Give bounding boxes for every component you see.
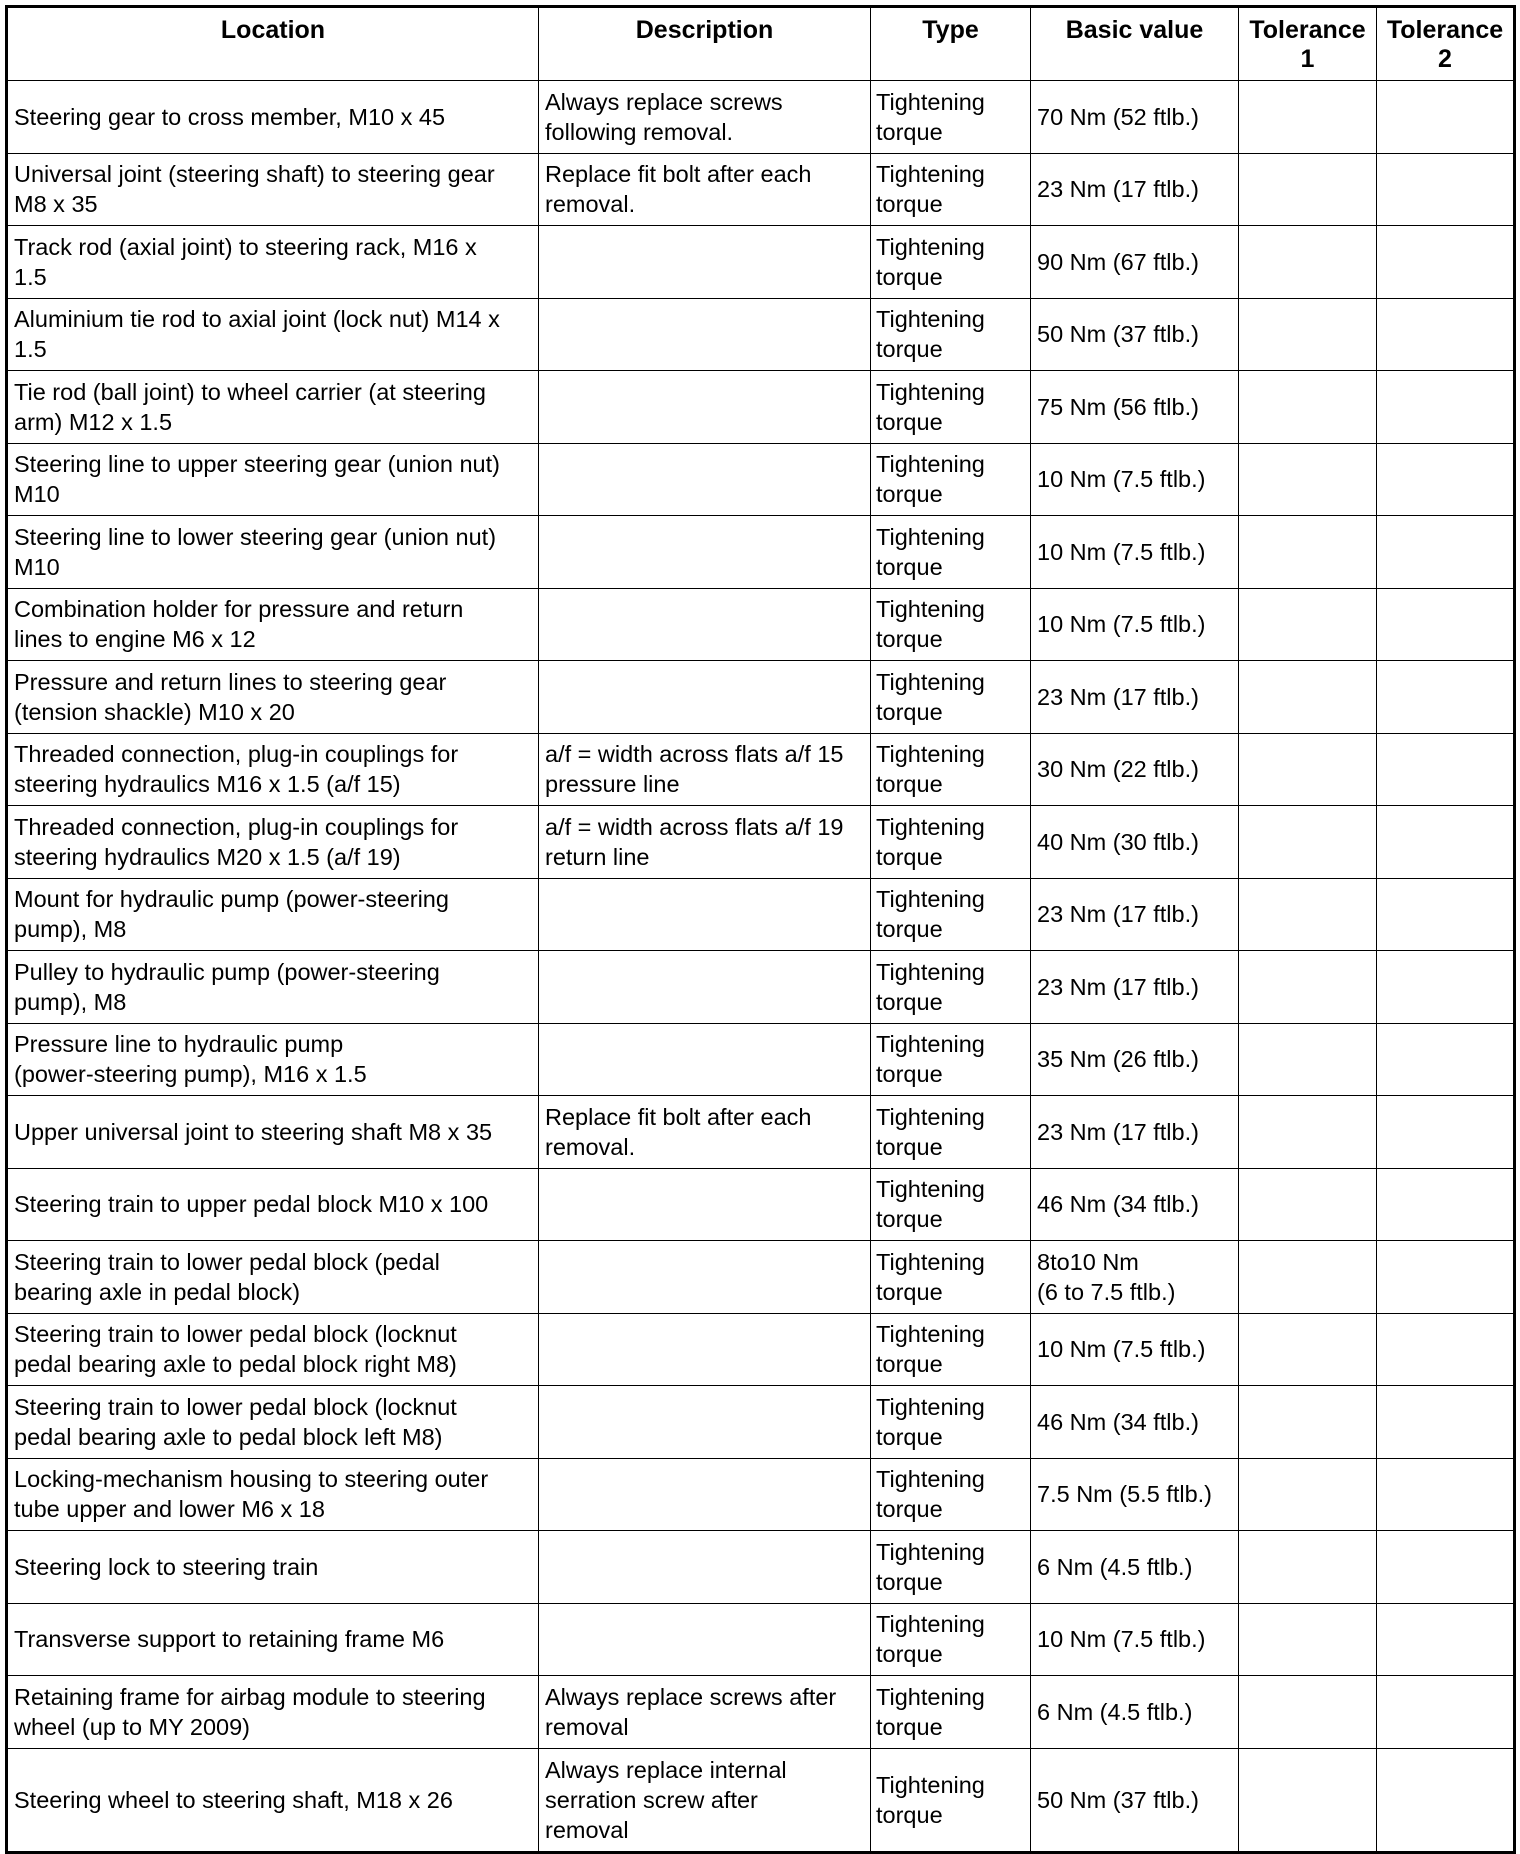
cell-tolerance-2 bbox=[1377, 1241, 1515, 1314]
cell-location: Steering train to lower pedal block (pedal bearing axle in pedal block) bbox=[7, 1241, 539, 1314]
cell-tolerance-1 bbox=[1239, 81, 1377, 154]
cell-tolerance-2 bbox=[1377, 1676, 1515, 1749]
cell-type: Tightening torque bbox=[871, 298, 1031, 371]
cell-basic-value: 90 Nm (67 ftlb.) bbox=[1031, 226, 1239, 299]
cell-location: Steering train to lower pedal block (locknut pedal bearing axle to pedal block right M8) bbox=[7, 1313, 539, 1386]
table-row bbox=[7, 298, 1515, 371]
cell-tolerance-1 bbox=[1239, 1168, 1377, 1241]
cell-tolerance-2 bbox=[1377, 1748, 1515, 1852]
cell-description: a/f = width across flats a/f 19 return line bbox=[539, 806, 871, 879]
cell-description bbox=[539, 1603, 871, 1676]
table-body bbox=[7, 81, 1515, 1853]
cell-description bbox=[539, 588, 871, 661]
table-row bbox=[7, 733, 1515, 806]
cell-description: Always replace screws following removal. bbox=[539, 81, 871, 154]
cell-type: Tightening torque bbox=[871, 153, 1031, 226]
table-header-row bbox=[7, 7, 1515, 81]
cell-description: Replace fit bolt after each removal. bbox=[539, 153, 871, 226]
cell-tolerance-2 bbox=[1377, 1096, 1515, 1169]
cell-basic-value: 23 Nm (17 ftlb.) bbox=[1031, 878, 1239, 951]
cell-basic-value: 50 Nm (37 ftlb.) bbox=[1031, 1748, 1239, 1852]
cell-type: Tightening torque bbox=[871, 1676, 1031, 1749]
cell-location: Pressure and return lines to steering gear (tension shackle) M10 x 20 bbox=[7, 661, 539, 734]
table-row bbox=[7, 1458, 1515, 1531]
table-row bbox=[7, 1096, 1515, 1169]
cell-type: Tightening torque bbox=[871, 1096, 1031, 1169]
cell-location: Tie rod (ball joint) to wheel carrier (at steering arm) M12 x 1.5 bbox=[7, 371, 539, 444]
cell-tolerance-1 bbox=[1239, 516, 1377, 589]
cell-type: Tightening torque bbox=[871, 806, 1031, 879]
cell-tolerance-2 bbox=[1377, 371, 1515, 444]
cell-tolerance-1 bbox=[1239, 1676, 1377, 1749]
cell-location: Aluminium tie rod to axial joint (lock nut) M14 x 1.5 bbox=[7, 298, 539, 371]
cell-tolerance-1 bbox=[1239, 443, 1377, 516]
cell-basic-value: 6 Nm (4.5 ftlb.) bbox=[1031, 1531, 1239, 1604]
cell-tolerance-1 bbox=[1239, 1458, 1377, 1531]
cell-location: Pulley to hydraulic pump (power-steering pump), M8 bbox=[7, 951, 539, 1024]
table-row bbox=[7, 588, 1515, 661]
cell-tolerance-2 bbox=[1377, 1603, 1515, 1676]
torque-spec-table bbox=[5, 5, 1516, 1854]
cell-tolerance-1 bbox=[1239, 371, 1377, 444]
cell-basic-value: 10 Nm (7.5 ftlb.) bbox=[1031, 588, 1239, 661]
cell-tolerance-2 bbox=[1377, 1168, 1515, 1241]
cell-description bbox=[539, 951, 871, 1024]
cell-basic-value: 23 Nm (17 ftlb.) bbox=[1031, 153, 1239, 226]
cell-type: Tightening torque bbox=[871, 1748, 1031, 1852]
table-row bbox=[7, 1748, 1515, 1852]
cell-tolerance-1 bbox=[1239, 951, 1377, 1024]
cell-tolerance-1 bbox=[1239, 806, 1377, 879]
cell-basic-value: 40 Nm (30 ftlb.) bbox=[1031, 806, 1239, 879]
cell-basic-value: 6 Nm (4.5 ftlb.) bbox=[1031, 1676, 1239, 1749]
cell-location: Steering gear to cross member, M10 x 45 bbox=[7, 81, 539, 154]
cell-description bbox=[539, 878, 871, 951]
cell-basic-value: 10 Nm (7.5 ftlb.) bbox=[1031, 516, 1239, 589]
cell-tolerance-1 bbox=[1239, 1603, 1377, 1676]
cell-tolerance-2 bbox=[1377, 1458, 1515, 1531]
cell-basic-value: 75 Nm (56 ftlb.) bbox=[1031, 371, 1239, 444]
cell-tolerance-2 bbox=[1377, 298, 1515, 371]
cell-tolerance-2 bbox=[1377, 1023, 1515, 1096]
cell-tolerance-2 bbox=[1377, 81, 1515, 154]
cell-basic-value: 30 Nm (22 ftlb.) bbox=[1031, 733, 1239, 806]
cell-tolerance-1 bbox=[1239, 1241, 1377, 1314]
cell-tolerance-2 bbox=[1377, 226, 1515, 299]
table-row bbox=[7, 443, 1515, 516]
table-row bbox=[7, 81, 1515, 154]
cell-description: Replace fit bolt after each removal. bbox=[539, 1096, 871, 1169]
cell-tolerance-2 bbox=[1377, 661, 1515, 734]
cell-type: Tightening torque bbox=[871, 443, 1031, 516]
cell-description bbox=[539, 226, 871, 299]
cell-location: Steering line to lower steering gear (union nut) M10 bbox=[7, 516, 539, 589]
cell-type: Tightening torque bbox=[871, 516, 1031, 589]
cell-tolerance-1 bbox=[1239, 1386, 1377, 1459]
table-row bbox=[7, 153, 1515, 226]
cell-tolerance-2 bbox=[1377, 153, 1515, 226]
cell-basic-value: 46 Nm (34 ftlb.) bbox=[1031, 1168, 1239, 1241]
cell-tolerance-2 bbox=[1377, 951, 1515, 1024]
cell-type: Tightening torque bbox=[871, 1241, 1031, 1314]
cell-description bbox=[539, 516, 871, 589]
cell-tolerance-1 bbox=[1239, 661, 1377, 734]
cell-tolerance-1 bbox=[1239, 1313, 1377, 1386]
cell-description bbox=[539, 371, 871, 444]
cell-description: Always replace screws after removal bbox=[539, 1676, 871, 1749]
cell-type: Tightening torque bbox=[871, 1023, 1031, 1096]
cell-type: Tightening torque bbox=[871, 588, 1031, 661]
cell-tolerance-1 bbox=[1239, 1531, 1377, 1604]
header-type: Type bbox=[871, 7, 1031, 81]
cell-basic-value: 50 Nm (37 ftlb.) bbox=[1031, 298, 1239, 371]
cell-location: Combination holder for pressure and return lines to engine M6 x 12 bbox=[7, 588, 539, 661]
cell-type: Tightening torque bbox=[871, 661, 1031, 734]
table-row bbox=[7, 806, 1515, 879]
cell-location: Threaded connection, plug-in couplings for steering hydraulics M16 x 1.5 (a/f 15) bbox=[7, 733, 539, 806]
cell-location: Upper universal joint to steering shaft M8 x 35 bbox=[7, 1096, 539, 1169]
cell-tolerance-2 bbox=[1377, 443, 1515, 516]
table-row bbox=[7, 1386, 1515, 1459]
cell-location: Steering train to upper pedal block M10 x 100 bbox=[7, 1168, 539, 1241]
cell-description bbox=[539, 1386, 871, 1459]
cell-tolerance-1 bbox=[1239, 878, 1377, 951]
cell-basic-value: 7.5 Nm (5.5 ftlb.) bbox=[1031, 1458, 1239, 1531]
header-tolerance-1: Tolerance 1 bbox=[1239, 7, 1377, 81]
cell-tolerance-1 bbox=[1239, 153, 1377, 226]
cell-description bbox=[539, 1531, 871, 1604]
cell-location: Track rod (axial joint) to steering rack, M16 x 1.5 bbox=[7, 226, 539, 299]
cell-description: a/f = width across flats a/f 15 pressure line bbox=[539, 733, 871, 806]
cell-location: Universal joint (steering shaft) to steering gear M8 x 35 bbox=[7, 153, 539, 226]
cell-tolerance-1 bbox=[1239, 588, 1377, 661]
cell-basic-value: 70 Nm (52 ftlb.) bbox=[1031, 81, 1239, 154]
cell-tolerance-2 bbox=[1377, 588, 1515, 661]
table-row bbox=[7, 371, 1515, 444]
cell-tolerance-1 bbox=[1239, 226, 1377, 299]
cell-description bbox=[539, 1458, 871, 1531]
table-row bbox=[7, 661, 1515, 734]
table-row bbox=[7, 226, 1515, 299]
cell-tolerance-1 bbox=[1239, 1096, 1377, 1169]
cell-description bbox=[539, 1313, 871, 1386]
cell-type: Tightening torque bbox=[871, 733, 1031, 806]
cell-type: Tightening torque bbox=[871, 951, 1031, 1024]
cell-tolerance-1 bbox=[1239, 1748, 1377, 1852]
header-location: Location bbox=[7, 7, 539, 81]
cell-description: Always replace internal serration screw after removal bbox=[539, 1748, 871, 1852]
cell-type: Tightening torque bbox=[871, 878, 1031, 951]
cell-description bbox=[539, 661, 871, 734]
cell-description bbox=[539, 298, 871, 371]
cell-type: Tightening torque bbox=[871, 1168, 1031, 1241]
table-row bbox=[7, 1676, 1515, 1749]
cell-location: Mount for hydraulic pump (power-steering pump), M8 bbox=[7, 878, 539, 951]
cell-description bbox=[539, 1241, 871, 1314]
cell-tolerance-1 bbox=[1239, 1023, 1377, 1096]
cell-type: Tightening torque bbox=[871, 371, 1031, 444]
cell-tolerance-2 bbox=[1377, 806, 1515, 879]
cell-location: Threaded connection, plug-in couplings for steering hydraulics M20 x 1.5 (a/f 19) bbox=[7, 806, 539, 879]
cell-tolerance-2 bbox=[1377, 1313, 1515, 1386]
cell-type: Tightening torque bbox=[871, 1313, 1031, 1386]
cell-type: Tightening torque bbox=[871, 81, 1031, 154]
cell-basic-value: 23 Nm (17 ftlb.) bbox=[1031, 661, 1239, 734]
header-description: Description bbox=[539, 7, 871, 81]
cell-tolerance-2 bbox=[1377, 1386, 1515, 1459]
cell-tolerance-1 bbox=[1239, 733, 1377, 806]
table-row bbox=[7, 516, 1515, 589]
cell-location: Steering wheel to steering shaft, M18 x 26 bbox=[7, 1748, 539, 1852]
cell-basic-value: 35 Nm (26 ftlb.) bbox=[1031, 1023, 1239, 1096]
table-row bbox=[7, 1168, 1515, 1241]
cell-location: Locking-mechanism housing to steering outer tube upper and lower M6 x 18 bbox=[7, 1458, 539, 1531]
cell-basic-value: 10 Nm (7.5 ftlb.) bbox=[1031, 1313, 1239, 1386]
cell-basic-value: 23 Nm (17 ftlb.) bbox=[1031, 951, 1239, 1024]
cell-location: Transverse support to retaining frame M6 bbox=[7, 1603, 539, 1676]
cell-type: Tightening torque bbox=[871, 1458, 1031, 1531]
table-row bbox=[7, 1241, 1515, 1314]
table-row bbox=[7, 878, 1515, 951]
table-row bbox=[7, 951, 1515, 1024]
cell-basic-value: 10 Nm (7.5 ftlb.) bbox=[1031, 443, 1239, 516]
cell-tolerance-1 bbox=[1239, 298, 1377, 371]
header-basic-value: Basic value bbox=[1031, 7, 1239, 81]
table-row bbox=[7, 1531, 1515, 1604]
cell-type: Tightening torque bbox=[871, 1531, 1031, 1604]
cell-type: Tightening torque bbox=[871, 226, 1031, 299]
cell-description bbox=[539, 443, 871, 516]
cell-description bbox=[539, 1023, 871, 1096]
cell-tolerance-2 bbox=[1377, 1531, 1515, 1604]
cell-tolerance-2 bbox=[1377, 733, 1515, 806]
cell-description bbox=[539, 1168, 871, 1241]
cell-tolerance-2 bbox=[1377, 516, 1515, 589]
cell-location: Pressure line to hydraulic pump (power-steering pump), M16 x 1.5 bbox=[7, 1023, 539, 1096]
table-row bbox=[7, 1603, 1515, 1676]
cell-basic-value: 23 Nm (17 ftlb.) bbox=[1031, 1096, 1239, 1169]
table-row bbox=[7, 1313, 1515, 1386]
cell-location: Steering train to lower pedal block (locknut pedal bearing axle to pedal block left M8) bbox=[7, 1386, 539, 1459]
cell-location: Steering line to upper steering gear (union nut) M10 bbox=[7, 443, 539, 516]
cell-type: Tightening torque bbox=[871, 1603, 1031, 1676]
cell-basic-value: 46 Nm (34 ftlb.) bbox=[1031, 1386, 1239, 1459]
cell-location: Retaining frame for airbag module to steering wheel (up to MY 2009) bbox=[7, 1676, 539, 1749]
cell-basic-value: 8to10 Nm (6 to 7.5 ftlb.) bbox=[1031, 1241, 1239, 1314]
table-row bbox=[7, 1023, 1515, 1096]
cell-type: Tightening torque bbox=[871, 1386, 1031, 1459]
cell-tolerance-2 bbox=[1377, 878, 1515, 951]
cell-location: Steering lock to steering train bbox=[7, 1531, 539, 1604]
header-tolerance-2: Tolerance 2 bbox=[1377, 7, 1515, 81]
cell-basic-value: 10 Nm (7.5 ftlb.) bbox=[1031, 1603, 1239, 1676]
